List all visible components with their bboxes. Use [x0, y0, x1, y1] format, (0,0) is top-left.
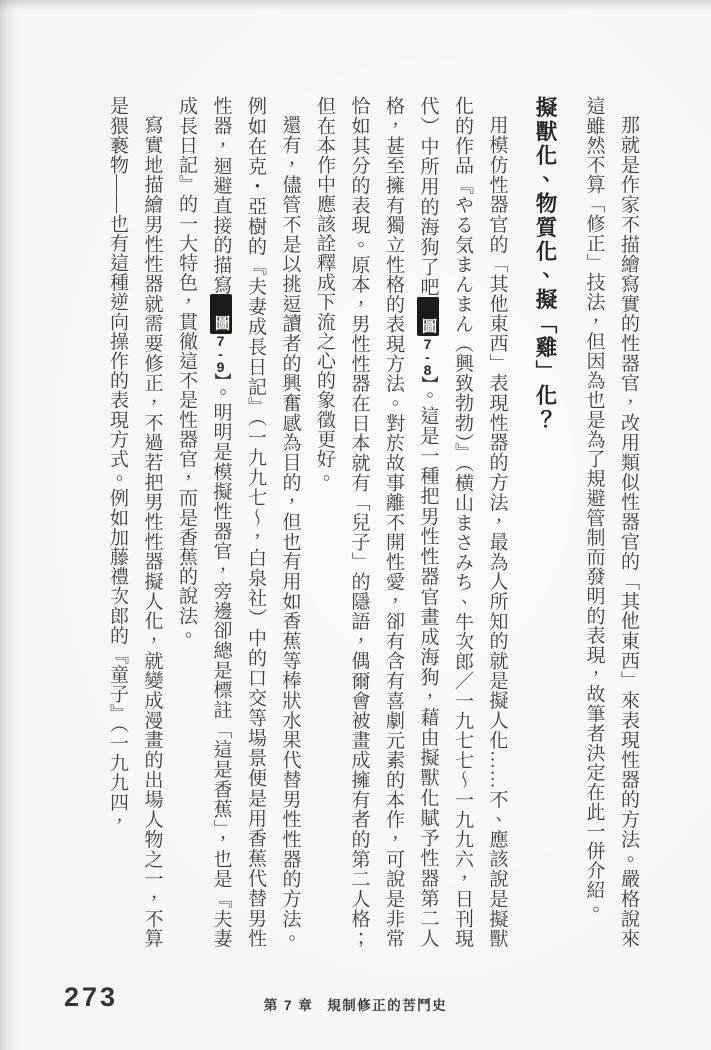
- footer-chapter-label: 第 7 章: [263, 998, 314, 1013]
- paragraph-text: 。明明是模擬性器官，旁邊卻總是標註「這是香蕉」，也是『夫妻成長日記』的一大特色，貫徹這不是性器官，而是香蕉的說法。: [176, 96, 232, 948]
- page-number: 273: [64, 982, 119, 1012]
- paragraph-intro: 那就是作家不描繪寫實的性器官，改用類似性器官的「其他東西」來表現性器的方法。嚴格說來這雖然不算「修正」技法，但因為也是為了規避管制而發明的表現，故筆者決定在此一併介紹。: [583, 96, 639, 948]
- figure-bracket: 】: [418, 375, 438, 386]
- scan-edge-shadow: [0, 0, 18, 1050]
- paragraph-banana: [169, 96, 307, 948]
- paragraph-text: 用模仿性器官的「其他東西」表現性器的方法，最為人所知的就是擬人化……不、應該說是擬獸化的作品『やる気まんまん（興致勃勃）』（横山まさみち、牛次郎／一九七七～一九九六，日刊現代）中所用的海狗了吧: [417, 96, 508, 948]
- figure-ref-7-9: [211, 294, 232, 382]
- scan-top-shadow: [0, 0, 711, 10]
- section-heading: 擬獸化、物質化、擬「雞」化？: [533, 96, 557, 432]
- paragraph-text: 還有，儘管不是以挑逗讀者的興奮感為目的，但也有用如香蕉等棒狀水果代替男性性器的方法。例如在克・亞樹的『夫妻成長日記』（一九九七～，白泉社）中的口交等場景便是用香蕉代替男性性器，迴避直接的描寫: [210, 96, 301, 948]
- figure-number: 7-8: [419, 336, 436, 376]
- figure-label-icon: 圖: [210, 294, 231, 333]
- paragraph-beastification: [307, 96, 514, 948]
- figure-bracket: 】: [211, 372, 231, 383]
- figure-ref-7-8: [418, 297, 439, 385]
- figure-label-icon: 圖: [417, 297, 438, 336]
- figure-number: 7-9: [212, 333, 229, 373]
- paragraph-reverse-operation: 寫實地描繪男性性器就需要修正，不過若把男性性器擬人化，就變成漫畫的出場人物之一，不算是猥褻物——也有這種逆向操作的表現方式。例如加藤禮次郎的『童子』（一九九四，: [107, 96, 163, 948]
- running-footer: [0, 994, 711, 1014]
- vertical-text-block: [100, 96, 646, 948]
- paragraph-text: 。這是一種把男性性器官畫成海狗，藉由擬獸化賦予性器第二人格，甚至擁有獨立性格的表現方法。對於故事離不開性愛，卻有含有喜劇元素的本作，可說是非常恰如其分的表現。原本，男性性器在日本就有「兒子」的隱語，偶爾會被畫成擁有者的第二人格；但在本作中應該詮釋成下流之心的象徵更好。: [314, 96, 439, 948]
- footer-chapter-title: 規制修正的苦鬥史: [327, 998, 448, 1013]
